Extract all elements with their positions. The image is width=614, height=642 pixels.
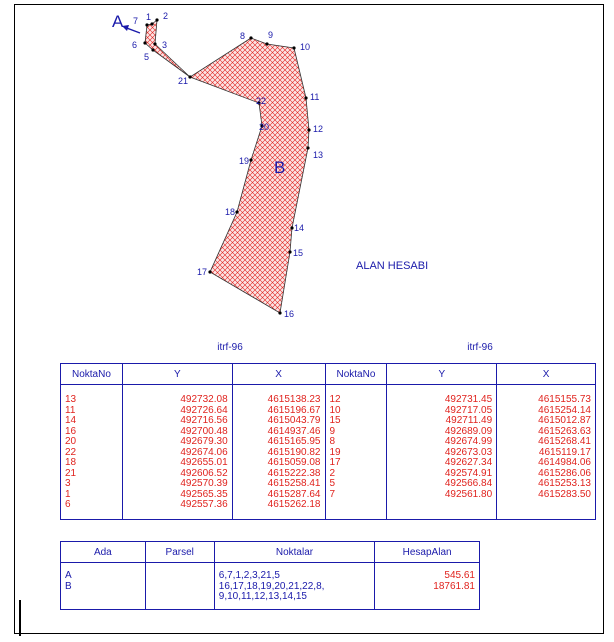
table-cell-value: 4615286.06 (538, 467, 591, 479)
survey-point-label: 10 (300, 42, 311, 52)
coordinate-table-body (61, 385, 596, 520)
parcel-b-polygon (190, 38, 309, 313)
table-cell-value: 492689.09 (444, 425, 493, 437)
table-cell-value: 18 (65, 457, 77, 468)
datum-label-left: itrf-96 (217, 342, 243, 353)
parcel-b-label: B (274, 158, 286, 177)
survey-point-label: 5 (144, 52, 150, 62)
table-cell-value: 11 (65, 404, 76, 416)
table-cell-value: 17 (329, 457, 341, 468)
table-cell-value: 492606.52 (180, 467, 228, 479)
summary-body (61, 563, 480, 610)
table-cell-value: 492700.48 (180, 425, 228, 437)
survey-point-marker (292, 46, 295, 49)
table-cell-value: A (65, 570, 72, 581)
table-cell-value: 15 (329, 415, 341, 426)
summary-header (61, 542, 480, 563)
parcel-a-label: A (112, 12, 124, 31)
right-point-ids (325, 385, 387, 520)
table-cell-value: 4615190.82 (267, 446, 321, 458)
hesapalan-values (375, 563, 480, 610)
survey-point-label: 21 (178, 76, 189, 86)
survey-point-marker (143, 41, 146, 44)
table-cell-value: 492679.30 (180, 436, 228, 447)
table-cell-value: 4615263.63 (538, 425, 591, 437)
survey-point-label: 20 (259, 122, 270, 132)
table-cell-value: 492566.84 (444, 478, 493, 489)
table-cell-value: 492627.34 (444, 457, 493, 468)
table-cell-value: 4615119.17 (538, 446, 591, 458)
table-cell-value: 4614937.46 (267, 425, 321, 437)
table-cell-value: 492561.80 (444, 488, 493, 500)
table-cell-value: 492674.06 (180, 446, 228, 458)
coordinate-table (60, 363, 596, 520)
survey-point-marker (153, 42, 156, 45)
table-cell-value: 8 (329, 436, 336, 447)
table-cell-value: 492731.45 (444, 394, 493, 405)
table-cell-value (150, 582, 210, 593)
margin-line (19, 600, 21, 636)
survey-point-label: 6 (132, 40, 138, 50)
table-cell-value: 4615222.38 (267, 467, 321, 479)
parsel-values (145, 563, 214, 610)
table-cell-value: 21 (65, 467, 77, 479)
col-header: Parsel (145, 542, 214, 563)
table-cell-value: 3 (65, 478, 71, 489)
survey-point-marker (265, 42, 268, 45)
table-cell-value: 4615059.08 (267, 457, 321, 468)
ada-values (61, 563, 146, 610)
noktalar-values (214, 563, 374, 610)
col-header: Noktalar (214, 542, 374, 563)
table-cell-value: 4615138.23 (267, 394, 321, 405)
col-header: Y (387, 364, 497, 385)
table-cell-value: 4615155.73 (538, 394, 591, 405)
table-cell-value: 7 (329, 488, 336, 500)
col-header: X (232, 364, 325, 385)
survey-point-label: 2 (163, 11, 169, 21)
col-header: NoktaNo (325, 364, 387, 385)
table-cell-value: 492557.36 (180, 499, 228, 510)
table-cell-value: 6,7,1,2,3,21,5 (218, 570, 280, 581)
table-cell-value: 1 (65, 488, 71, 500)
area-summary-table (60, 541, 480, 610)
table-cell-value: 16,17,18,19,20,21,22,8, (218, 580, 325, 592)
col-header: Y (122, 364, 232, 385)
left-point-ids (61, 385, 123, 520)
survey-point-marker (155, 18, 158, 21)
table-cell-value: 4615253.13 (538, 478, 591, 489)
table-cell-value: 492726.64 (180, 404, 228, 416)
right-x-values (497, 385, 596, 520)
survey-point-marker (278, 311, 281, 314)
table-cell-value: 13 (65, 394, 77, 405)
survey-point-label: 3 (162, 40, 168, 50)
table-cell-value: 4615268.41 (538, 436, 591, 447)
survey-point-marker (150, 22, 153, 25)
survey-point-label: 16 (284, 309, 295, 319)
table-cell-value: 492574.91 (444, 467, 493, 479)
table-cell-value: 4615196.67 (267, 404, 321, 416)
survey-point-label: 14 (294, 223, 305, 233)
survey-point-marker (145, 23, 148, 26)
table-cell-value: 4615012.87 (538, 415, 591, 426)
survey-point-marker (288, 250, 291, 253)
table-cell-value: 10 (329, 404, 341, 416)
survey-point-marker (306, 146, 309, 149)
col-header: HesapAlan (375, 542, 480, 563)
survey-point-label: 22 (256, 96, 267, 106)
col-header: Ada (61, 542, 146, 563)
table-cell-value: 14 (65, 415, 77, 426)
table-cell-value: 16 (65, 425, 77, 437)
table-cell-value: 22 (65, 446, 77, 458)
survey-point-label: 13 (313, 150, 324, 160)
table-cell-value: 4615287.64 (267, 488, 321, 500)
table-cell-value: 492655.01 (180, 457, 228, 468)
table-cell-value: 6 (65, 499, 71, 510)
table-cell-value: 492732.08 (180, 394, 228, 405)
survey-point-marker (235, 210, 238, 213)
table-cell-value: 4615043.79 (267, 415, 321, 426)
table-cell-value: 545.61 (444, 570, 475, 581)
survey-point-marker (249, 36, 252, 39)
survey-point-marker (307, 128, 310, 131)
table-cell-value: 9,10,11,12,13,14,15 (218, 591, 307, 602)
table-cell-value: 492717.05 (444, 404, 493, 416)
survey-point-marker (208, 270, 211, 273)
table-cell-value: 492711.49 (445, 415, 493, 426)
survey-point-label: 17 (197, 267, 208, 277)
survey-point-marker (249, 158, 252, 161)
survey-point-marker (151, 48, 154, 51)
survey-point-label: 15 (293, 248, 304, 258)
survey-point-label: 12 (313, 124, 324, 134)
survey-point-marker (188, 75, 191, 78)
parcel-a-polygon (145, 20, 190, 77)
table-cell-value: 5 (329, 478, 336, 489)
table-cell-value: 4615283.50 (538, 488, 591, 500)
table-cell-value: 492565.35 (180, 488, 228, 500)
survey-point-label: 8 (240, 31, 246, 41)
left-x-values (232, 385, 325, 520)
table-cell-value: 4615165.95 (267, 436, 321, 447)
datum-label-right: itrf-96 (467, 342, 493, 353)
table-cell-value: 12 (329, 394, 341, 405)
coordinate-table-header (61, 364, 596, 385)
table-cell-value: 4615262.18 (267, 499, 321, 510)
survey-point-label: 19 (239, 156, 250, 166)
table-cell-value: 4614984.06 (538, 457, 591, 468)
table-cell-value: 2 (329, 467, 336, 479)
survey-point-label: 9 (268, 30, 274, 40)
table-cell-value: 20 (65, 436, 77, 447)
table-cell-value: 4615254.14 (538, 404, 591, 416)
left-y-values (122, 385, 232, 520)
survey-point-label: 11 (310, 92, 320, 102)
table-cell-value: 19 (329, 446, 341, 458)
survey-point-marker (304, 96, 307, 99)
table-cell-value: 4615258.41 (267, 478, 321, 489)
table-cell-value: 492570.39 (180, 478, 228, 489)
table-cell-value: 492674.99 (444, 436, 493, 447)
col-header: X (497, 364, 596, 385)
table-cell-value: 9 (329, 425, 336, 437)
area-calc-title: ALAN HESABI (356, 260, 429, 272)
survey-point-label: 1 (146, 12, 152, 22)
table-cell-value: 492673.03 (444, 446, 493, 458)
table-cell-value: 492716.56 (180, 415, 228, 426)
north-arrow-a (122, 25, 140, 33)
table-cell-value: 18761.81 (433, 580, 475, 592)
table-cell-value (150, 571, 210, 582)
right-y-values (387, 385, 497, 520)
survey-point-label: 7 (133, 16, 139, 26)
col-header: NoktaNo (61, 364, 123, 385)
survey-point-label: 18 (225, 207, 236, 217)
table-cell-value: B (65, 580, 72, 592)
